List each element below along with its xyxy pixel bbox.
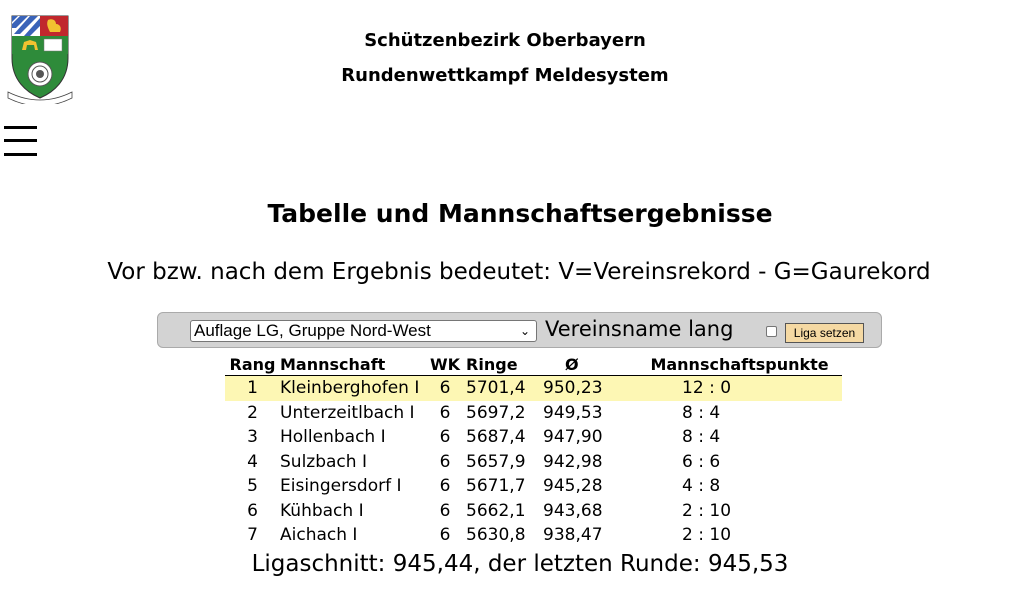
app-subtitle: Rundenwettkampf Meldesystem: [341, 65, 669, 86]
cell-mannschaft: Sulzbach I: [280, 451, 367, 472]
cell-mannschaftspunkte: 4 : 8: [682, 476, 721, 497]
cell-ringe: 5630,8: [466, 525, 526, 546]
cell-wk: 6: [439, 402, 451, 423]
record-legend: Vor bzw. nach dem Ergebnis bedeutet: V=Vereinsrekord - G=Gaurekord: [107, 259, 931, 285]
cell-average: 943,68: [543, 500, 603, 521]
cell-average: 938,47: [543, 525, 603, 546]
cell-rang: 4: [247, 451, 258, 472]
cell-mannschaft: Kühbach I: [280, 500, 364, 521]
cell-average: 949,53: [543, 402, 603, 423]
cell-ringe: 5657,9: [466, 451, 526, 472]
cell-average: 950,23: [543, 376, 637, 401]
table-row: [225, 450, 842, 475]
cell-wk: 6: [439, 451, 451, 472]
cell-ringe: 5662,1: [466, 500, 526, 521]
liga-setzen-button[interactable]: Liga setzen: [785, 323, 864, 343]
cell-mannschaftspunkte: 8 : 4: [682, 402, 721, 423]
cell-mannschaft: Aichach I: [280, 525, 358, 546]
col-header-rang: Rang: [225, 353, 280, 376]
table-row: [225, 376, 842, 401]
table-row: [225, 499, 842, 524]
cell-average: 945,28: [543, 476, 603, 497]
col-header-average: Ø: [543, 353, 637, 376]
col-header-wk: WK: [430, 354, 461, 374]
chevron-down-icon: ⌄: [519, 324, 530, 338]
cell-mannschaftspunkte: 12 : 0: [637, 376, 842, 401]
cell-average: 947,90: [543, 427, 603, 448]
cell-mannschaft: Eisingersdorf I: [280, 476, 402, 497]
cell-mannschaftspunkte: 2 : 10: [682, 500, 732, 521]
cell-wk: 6: [439, 525, 451, 546]
table-row: [225, 401, 842, 426]
cell-average: 942,98: [543, 451, 603, 472]
col-header-mannschaftspunkte: Mannschaftspunkte: [637, 353, 842, 376]
cell-rang: 3: [247, 427, 258, 448]
cell-rang: 5: [247, 476, 258, 497]
vereinsname-lang-label: Vereinsname lang: [545, 317, 734, 341]
app-title: Schützenbezirk Oberbayern: [364, 30, 646, 51]
cell-wk: 6: [439, 476, 451, 497]
filter-bar: [157, 312, 882, 348]
table-row: [225, 474, 842, 499]
cell-mannschaftspunkte: 2 : 10: [682, 525, 732, 546]
cell-mannschaftspunkte: 8 : 4: [682, 427, 721, 448]
cell-rang: 2: [247, 402, 258, 423]
cell-wk: 6: [430, 376, 460, 401]
cell-rang: 1: [225, 376, 280, 401]
table-row: [225, 523, 842, 548]
group-select[interactable]: [190, 320, 537, 342]
table-header-row: [225, 353, 842, 376]
cell-ringe: 5701,4: [460, 376, 543, 401]
col-header-ringe: Ringe: [460, 353, 543, 376]
page-title: Tabelle und Mannschaftsergebnisse: [267, 199, 773, 228]
results-table: [225, 353, 842, 548]
cell-mannschaftspunkte: 6 : 6: [682, 451, 721, 472]
group-select-value: Auflage LG, Gruppe Nord-West: [194, 321, 431, 340]
cell-rang: 7: [247, 525, 258, 546]
cell-mannschaft: Unterzeitlbach I: [280, 402, 415, 423]
col-header-mannschaft: Mannschaft: [280, 353, 430, 376]
table-row: [225, 425, 842, 450]
cell-rang: 6: [247, 500, 258, 521]
cell-ringe: 5671,7: [466, 476, 526, 497]
league-average-summary: Ligaschnitt: 945,44, der letzten Runde: 945,53: [251, 551, 789, 577]
hamburger-menu-icon[interactable]: [4, 125, 38, 159]
cell-mannschaft: Kleinberghofen I: [280, 376, 430, 401]
cell-mannschaft: Hollenbach I: [280, 427, 386, 448]
cell-ringe: 5697,2: [466, 402, 526, 423]
vereinsname-lang-checkbox[interactable]: [766, 326, 777, 337]
coat-of-arms-logo: [6, 12, 74, 104]
cell-ringe: 5687,4: [466, 427, 526, 448]
cell-wk: 6: [439, 500, 451, 521]
cell-wk: 6: [439, 427, 451, 448]
